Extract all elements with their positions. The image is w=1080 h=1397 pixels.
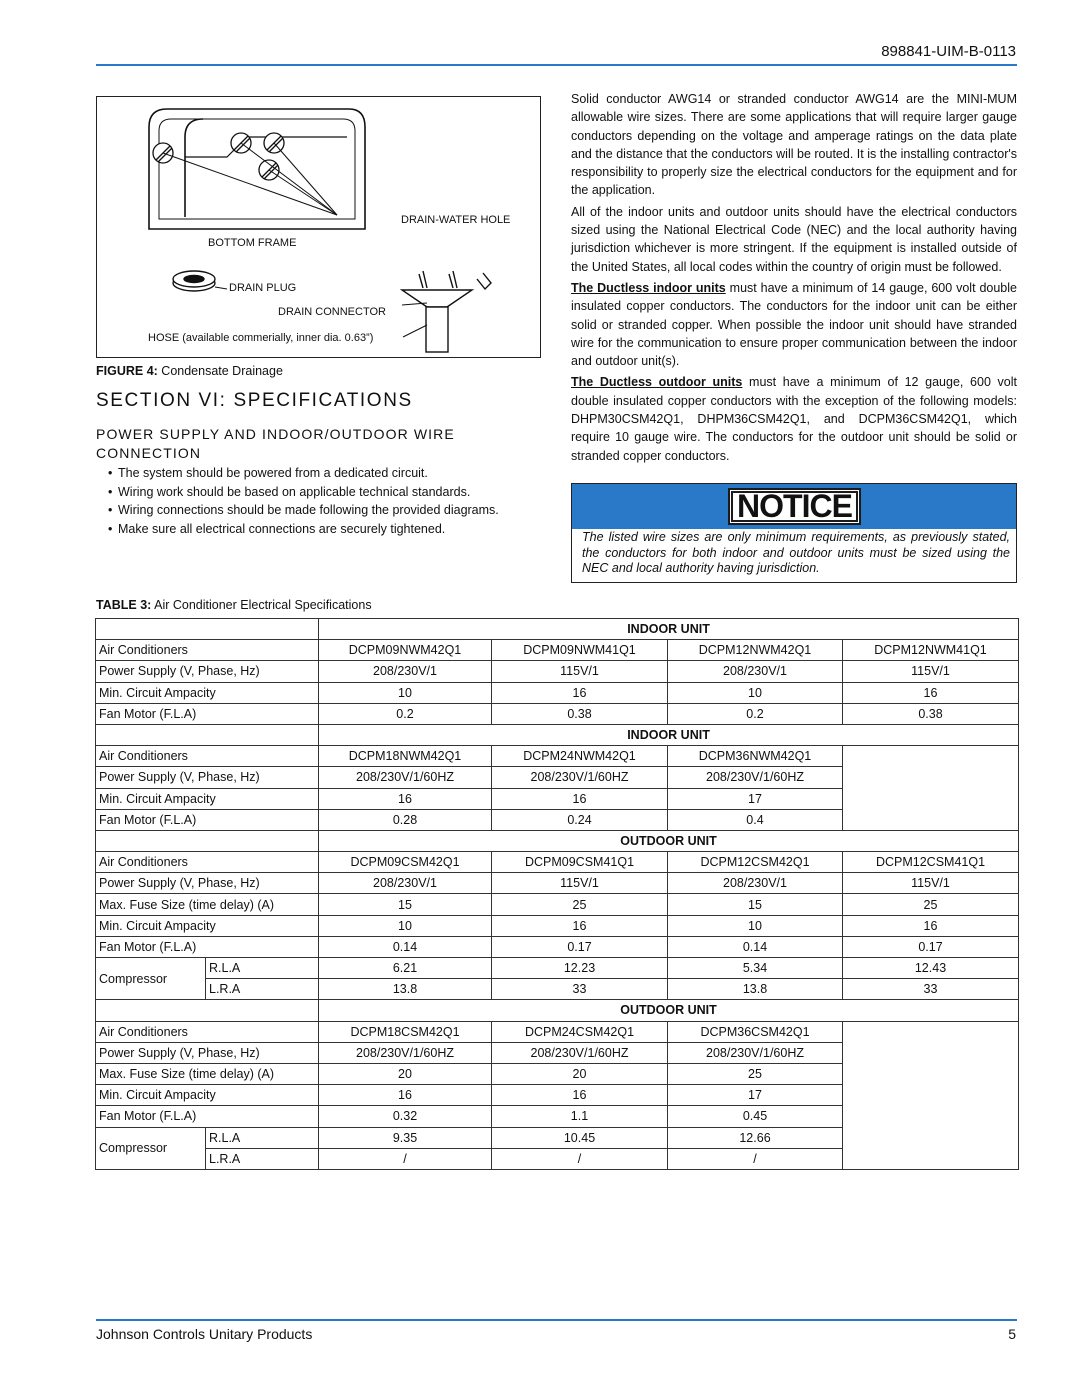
table-row: Fan Motor (F.L.A) 0.28 0.24 0.4 [96,809,1019,830]
table-row [96,724,1019,745]
outdoor-unit-heading: OUTDOOR UNIT [319,830,1019,851]
figure-caption: FIGURE 4: Condensate Drainage [96,364,283,378]
list-item: • Wiring work should be based on applicable technical standards. [118,484,538,501]
condensate-drainage-figure [96,96,541,358]
table-row: Fan Motor (F.L.A) 0.14 0.17 0.14 0.17 [96,936,1019,957]
table-row: Air Conditioners DCPM09CSM42Q1 DCPM09CSM41Q1 DCPM12CSM42Q1 DCPM12CSM41Q1 [96,852,1019,873]
wiring-bullet-list [118,465,538,539]
table-row: Max. Fuse Size (time delay) (A) 20 20 25 [96,1063,1019,1084]
table-row: Power Supply (V, Phase, Hz) 208/230V/1/60HZ 208/230V/1/60HZ 208/230V/1/60HZ [96,1042,1019,1063]
indoor-unit-heading: INDOOR UNIT [319,724,1019,745]
bottom-frame-outline [149,109,365,229]
page-number: 5 [1008,1326,1016,1342]
table-row: L.R.A / / / [96,1148,1019,1169]
list-item: • Make sure all electrical connections are securely tightened. [118,521,538,538]
table-row [96,619,1019,640]
indoor-units-paragraph: The Ductless indoor units must have a minimum of 14 gauge, 600 volt double insulated copper conductors. The conductors for the indoor unit can be either solid or stranded copper. When possible the indoor unit should have stranded wire for the communication to ensure proper communication between the indoor and outdoor unit(s). [571,280,1017,369]
footer-company: Johnson Controls Unitary Products [96,1326,313,1342]
table-row: Power Supply (V, Phase, Hz) 208/230V/1 115V/1 208/230V/1 115V/1 [96,661,1019,682]
table-row: Fan Motor (F.L.A) 0.32 1.1 0.45 [96,1106,1019,1127]
list-item: • The system should be powered from a dedicated circuit. [118,465,538,482]
table-row: Max. Fuse Size (time delay) (A) 15 25 15 25 [96,894,1019,915]
drain-water-hole-label: DRAIN-WATER HOLE [401,214,511,226]
table-row [96,1000,1019,1021]
drain-connector-icon [402,271,491,352]
table-row: Air Conditioners DCPM09NWM42Q1 DCPM09NWM41Q1 DCPM12NWM42Q1 DCPM12NWM41Q1 [96,640,1019,661]
indoor-unit-heading: INDOOR UNIT [319,619,1019,640]
drain-connector-label: DRAIN CONNECTOR [278,306,386,318]
table-row: Min. Circuit Ampacity 10 16 10 16 [96,915,1019,936]
table-row: Compressor R.L.A 6.21 12.23 5.34 12.43 [96,958,1019,979]
table-row: Min. Circuit Ampacity 10 16 10 16 [96,682,1019,703]
notice-text: The listed wire sizes are only minimum requirements, as previously stated, the conductors for both indoor and outdoor units must be sized using the NEC and local authority having jurisdiction. [582,530,1010,575]
table-row: Min. Circuit Ampacity 16 16 17 [96,1085,1019,1106]
list-item: • Wiring connections should be made following the provided diagrams. [118,502,538,519]
drain-plug-icon [173,271,215,291]
doc-code: 898841-UIM-B-0113 [881,43,1016,60]
notice-box [571,483,1017,583]
table-row: Min. Circuit Ampacity 16 16 17 [96,788,1019,809]
table-row: L.R.A 13.8 33 13.8 33 [96,979,1019,1000]
table-caption: TABLE 3: Air Conditioner Electrical Specifications [96,598,372,612]
bottom-frame-label: BOTTOM FRAME [208,237,297,249]
footer-rule [96,1319,1017,1321]
drain-plug-label: DRAIN PLUG [229,282,297,294]
drainage-diagram [97,97,542,359]
section-title: SECTION VI: SPECIFICATIONS [96,390,413,411]
table-row: Compressor R.L.A 9.35 10.45 12.66 [96,1127,1019,1148]
header-rule [96,64,1017,66]
outdoor-unit-heading: OUTDOOR UNIT [319,1000,1019,1021]
electrical-specifications-table [95,618,1019,1170]
conductor-size-paragraph: Solid conductor AWG14 or stranded conductor AWG14 are the MINI-MUM allowable wire sizes. There are some applications that will require larger gauge conductors depending on the voltage and amperage ratings on the data plate and the distance that the conductors will be routed. It is the installing contractor's responsibility to properly size the electrical conductors for the equipment and for the application. [571,92,1017,198]
notice-band [572,484,1016,529]
table-row: Power Supply (V, Phase, Hz) 208/230V/1 115V/1 208/230V/1 115V/1 [96,873,1019,894]
table-row: Air Conditioners DCPM18NWM42Q1 DCPM24NWM42Q1 DCPM36NWM42Q1 [96,746,1019,767]
hose-label: HOSE (available commerially, inner dia. 0.63”) [148,332,374,344]
section-subtitle: POWER SUPPLY AND INDOOR/OUTDOOR WIRE CONNECTION [96,426,455,461]
table-row: Air Conditioners DCPM18CSM42Q1 DCPM24CSM42Q1 DCPM36CSM42Q1 [96,1021,1019,1042]
right-column-text [571,90,1017,468]
notice-heading: NOTICE [728,488,861,525]
table-row: Fan Motor (F.L.A) 0.2 0.38 0.2 0.38 [96,703,1019,724]
table-row: Power Supply (V, Phase, Hz) 208/230V/1/60HZ 208/230V/1/60HZ 208/230V/1/60HZ [96,767,1019,788]
outdoor-units-paragraph: The Ductless outdoor units must have a minimum of 12 gauge, 600 volt double insulated copper conductors with the exception of the following models: DHPM30CSM42Q1, DHPM36CSM42Q1, and DCPM36CSM42Q1, which require 10 gauge wire. The conductors for the outdoor unit should be solid or stranded copper conductors. [571,375,1018,463]
table-row [96,830,1019,851]
nec-paragraph: All of the indoor units and outdoor units should have the electrical conductors sized using the National Electrical Code (NEC) and the local authority having jurisdiction whichever is more stringent. If the equipment is installed outside of the United States, all local codes within the country of origin must be followed. [571,204,1017,274]
